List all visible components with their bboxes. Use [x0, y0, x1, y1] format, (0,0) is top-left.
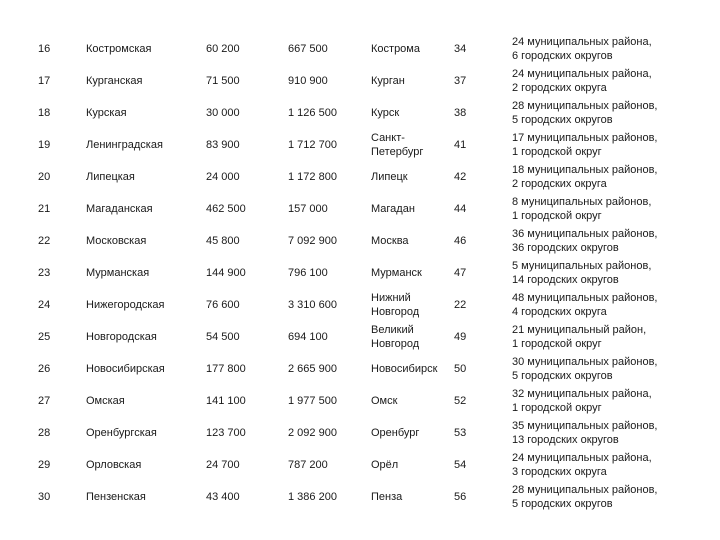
admin-division [512, 99, 712, 127]
admin-division-line1: 24 муниципальных района, [512, 452, 652, 464]
admin-division-line2: 5 городских округов [512, 370, 613, 382]
region-code: 53 [454, 427, 467, 439]
admin-division-line1: 36 муниципальных районов, [512, 228, 658, 240]
region-name: Новгородская [86, 331, 157, 343]
region-name: Омская [86, 395, 125, 407]
table-row [0, 481, 720, 513]
admin-division [512, 35, 712, 63]
region-code: 46 [454, 235, 467, 247]
admin-division [512, 355, 712, 383]
admin-division [512, 227, 712, 255]
table-row [0, 65, 720, 97]
region-area: 123 700 [206, 427, 246, 439]
row-number: 17 [38, 75, 51, 87]
region-name: Курская [86, 107, 127, 119]
region-population: 667 500 [288, 43, 328, 55]
table-row [0, 385, 720, 417]
region-population: 157 000 [288, 203, 328, 215]
region-code: 47 [454, 267, 467, 279]
region-area: 54 500 [206, 331, 240, 343]
region-code: 22 [454, 299, 467, 311]
admin-division-line2: 5 городских округов [512, 114, 613, 126]
table-row [0, 321, 720, 353]
region-code: 49 [454, 331, 467, 343]
admin-division-line2: 3 городских округа [512, 466, 607, 478]
region-area: 45 800 [206, 235, 240, 247]
row-number: 30 [38, 491, 51, 503]
admin-division-line2: 13 городских округов [512, 434, 619, 446]
table-row [0, 449, 720, 481]
capital-city: Липецк [371, 171, 408, 183]
row-number: 23 [38, 267, 51, 279]
region-population: 7 092 900 [288, 235, 337, 247]
admin-division [512, 387, 712, 415]
table-row [0, 225, 720, 257]
region-code: 44 [454, 203, 467, 215]
capital-city: Кострома [371, 43, 420, 55]
capital-city: Нижний Новгород [371, 292, 420, 318]
table-row [0, 257, 720, 289]
region-code: 56 [454, 491, 467, 503]
capital-city: Курган [371, 75, 405, 87]
table-row [0, 289, 720, 321]
admin-division [512, 131, 712, 159]
admin-division-line1: 35 муниципальных районов, [512, 420, 658, 432]
admin-division [512, 483, 712, 511]
row-number: 21 [38, 203, 51, 215]
admin-division [512, 323, 712, 351]
region-area: 177 800 [206, 363, 246, 375]
capital-city: Орёл [371, 459, 399, 471]
admin-division-line2: 5 городских округов [512, 498, 613, 510]
capital-city: Санкт- Петербург [371, 132, 424, 158]
region-name: Нижегородская [86, 299, 165, 311]
region-population: 3 310 600 [288, 299, 337, 311]
region-population: 796 100 [288, 267, 328, 279]
admin-division-line1: 28 муниципальных районов, [512, 484, 658, 496]
admin-division-line2: 2 городских округа [512, 82, 607, 94]
table-row [0, 417, 720, 449]
admin-division-line2: 2 городских округа [512, 178, 607, 190]
region-area: 462 500 [206, 203, 246, 215]
region-code: 38 [454, 107, 467, 119]
row-number: 18 [38, 107, 51, 119]
admin-division-line1: 24 муниципальных района, [512, 36, 652, 48]
region-name: Новосибирская [86, 363, 165, 375]
admin-division-line2: 1 городской округ [512, 402, 602, 414]
region-code: 41 [454, 139, 467, 151]
admin-division-line1: 28 муниципальных районов, [512, 100, 658, 112]
region-name: Московская [86, 235, 147, 247]
admin-division-line1: 5 муниципальных районов, [512, 260, 652, 272]
region-population: 1 977 500 [288, 395, 337, 407]
region-code: 37 [454, 75, 467, 87]
region-code: 42 [454, 171, 467, 183]
admin-division [512, 419, 712, 447]
row-number: 25 [38, 331, 51, 343]
region-name: Орловская [86, 459, 142, 471]
region-area: 141 100 [206, 395, 246, 407]
admin-division-line1: 30 муниципальных районов, [512, 356, 658, 368]
row-number: 19 [38, 139, 51, 151]
row-number: 22 [38, 235, 51, 247]
table-row [0, 161, 720, 193]
region-name: Костромская [86, 43, 152, 55]
region-population: 2 092 900 [288, 427, 337, 439]
region-code: 54 [454, 459, 467, 471]
admin-division-line2: 1 городской округ [512, 146, 602, 158]
row-number: 29 [38, 459, 51, 471]
region-area: 76 600 [206, 299, 240, 311]
admin-division-line1: 48 муниципальных районов, [512, 292, 658, 304]
region-population: 787 200 [288, 459, 328, 471]
region-code: 34 [454, 43, 467, 55]
capital-city: Москва [371, 235, 409, 247]
admin-division [512, 163, 712, 191]
region-population: 1 712 700 [288, 139, 337, 151]
admin-division-line1: 18 муниципальных районов, [512, 164, 658, 176]
admin-division-line1: 21 муниципальный район, [512, 324, 647, 336]
region-area: 144 900 [206, 267, 246, 279]
admin-division-line1: 24 муниципальных района, [512, 68, 652, 80]
table-row [0, 129, 720, 161]
admin-division [512, 451, 712, 479]
region-name: Оренбургская [86, 427, 157, 439]
region-population: 1 386 200 [288, 491, 337, 503]
region-area: 71 500 [206, 75, 240, 87]
admin-division-line2: 14 городских округов [512, 274, 619, 286]
row-number: 16 [38, 43, 51, 55]
row-number: 26 [38, 363, 51, 375]
capital-city: Оренбург [371, 427, 420, 439]
region-population: 1 126 500 [288, 107, 337, 119]
region-population: 910 900 [288, 75, 328, 87]
region-area: 24 700 [206, 459, 240, 471]
row-number: 28 [38, 427, 51, 439]
table-row [0, 97, 720, 129]
region-code: 52 [454, 395, 467, 407]
table-row [0, 353, 720, 385]
region-name: Мурманская [86, 267, 150, 279]
region-name: Липецкая [86, 171, 135, 183]
row-number: 24 [38, 299, 51, 311]
admin-division [512, 259, 712, 287]
admin-division-line2: 36 городских округов [512, 242, 619, 254]
admin-division-line1: 8 муниципальных районов, [512, 196, 652, 208]
admin-division-line2: 6 городских округов [512, 50, 613, 62]
admin-division-line1: 32 муниципальных района, [512, 388, 652, 400]
region-population: 2 665 900 [288, 363, 337, 375]
region-name: Магаданская [86, 203, 153, 215]
capital-city: Мурманск [371, 267, 422, 279]
row-number: 20 [38, 171, 51, 183]
row-number: 27 [38, 395, 51, 407]
capital-city: Курск [371, 107, 400, 119]
region-area: 24 000 [206, 171, 240, 183]
region-area: 83 900 [206, 139, 240, 151]
region-name: Пензенская [86, 491, 146, 503]
region-population: 1 172 800 [288, 171, 337, 183]
region-area: 30 000 [206, 107, 240, 119]
region-population: 694 100 [288, 331, 328, 343]
table-row [0, 33, 720, 65]
admin-division [512, 195, 712, 223]
capital-city: Великий Новгород [371, 324, 420, 350]
region-code: 50 [454, 363, 467, 375]
admin-division-line2: 4 городских округа [512, 306, 607, 318]
capital-city: Магадан [371, 203, 415, 215]
admin-division-line2: 1 городской округ [512, 210, 602, 222]
capital-city: Пенза [371, 491, 403, 503]
region-area: 60 200 [206, 43, 240, 55]
region-name: Ленинградская [86, 139, 163, 151]
admin-division [512, 67, 712, 95]
table-row [0, 193, 720, 225]
admin-division-line2: 1 городской округ [512, 338, 602, 350]
capital-city: Новосибирск [371, 363, 438, 375]
region-name: Курганская [86, 75, 143, 87]
capital-city: Омск [371, 395, 398, 407]
admin-division [512, 291, 712, 319]
region-area: 43 400 [206, 491, 240, 503]
admin-division-line1: 17 муниципальных районов, [512, 132, 658, 144]
